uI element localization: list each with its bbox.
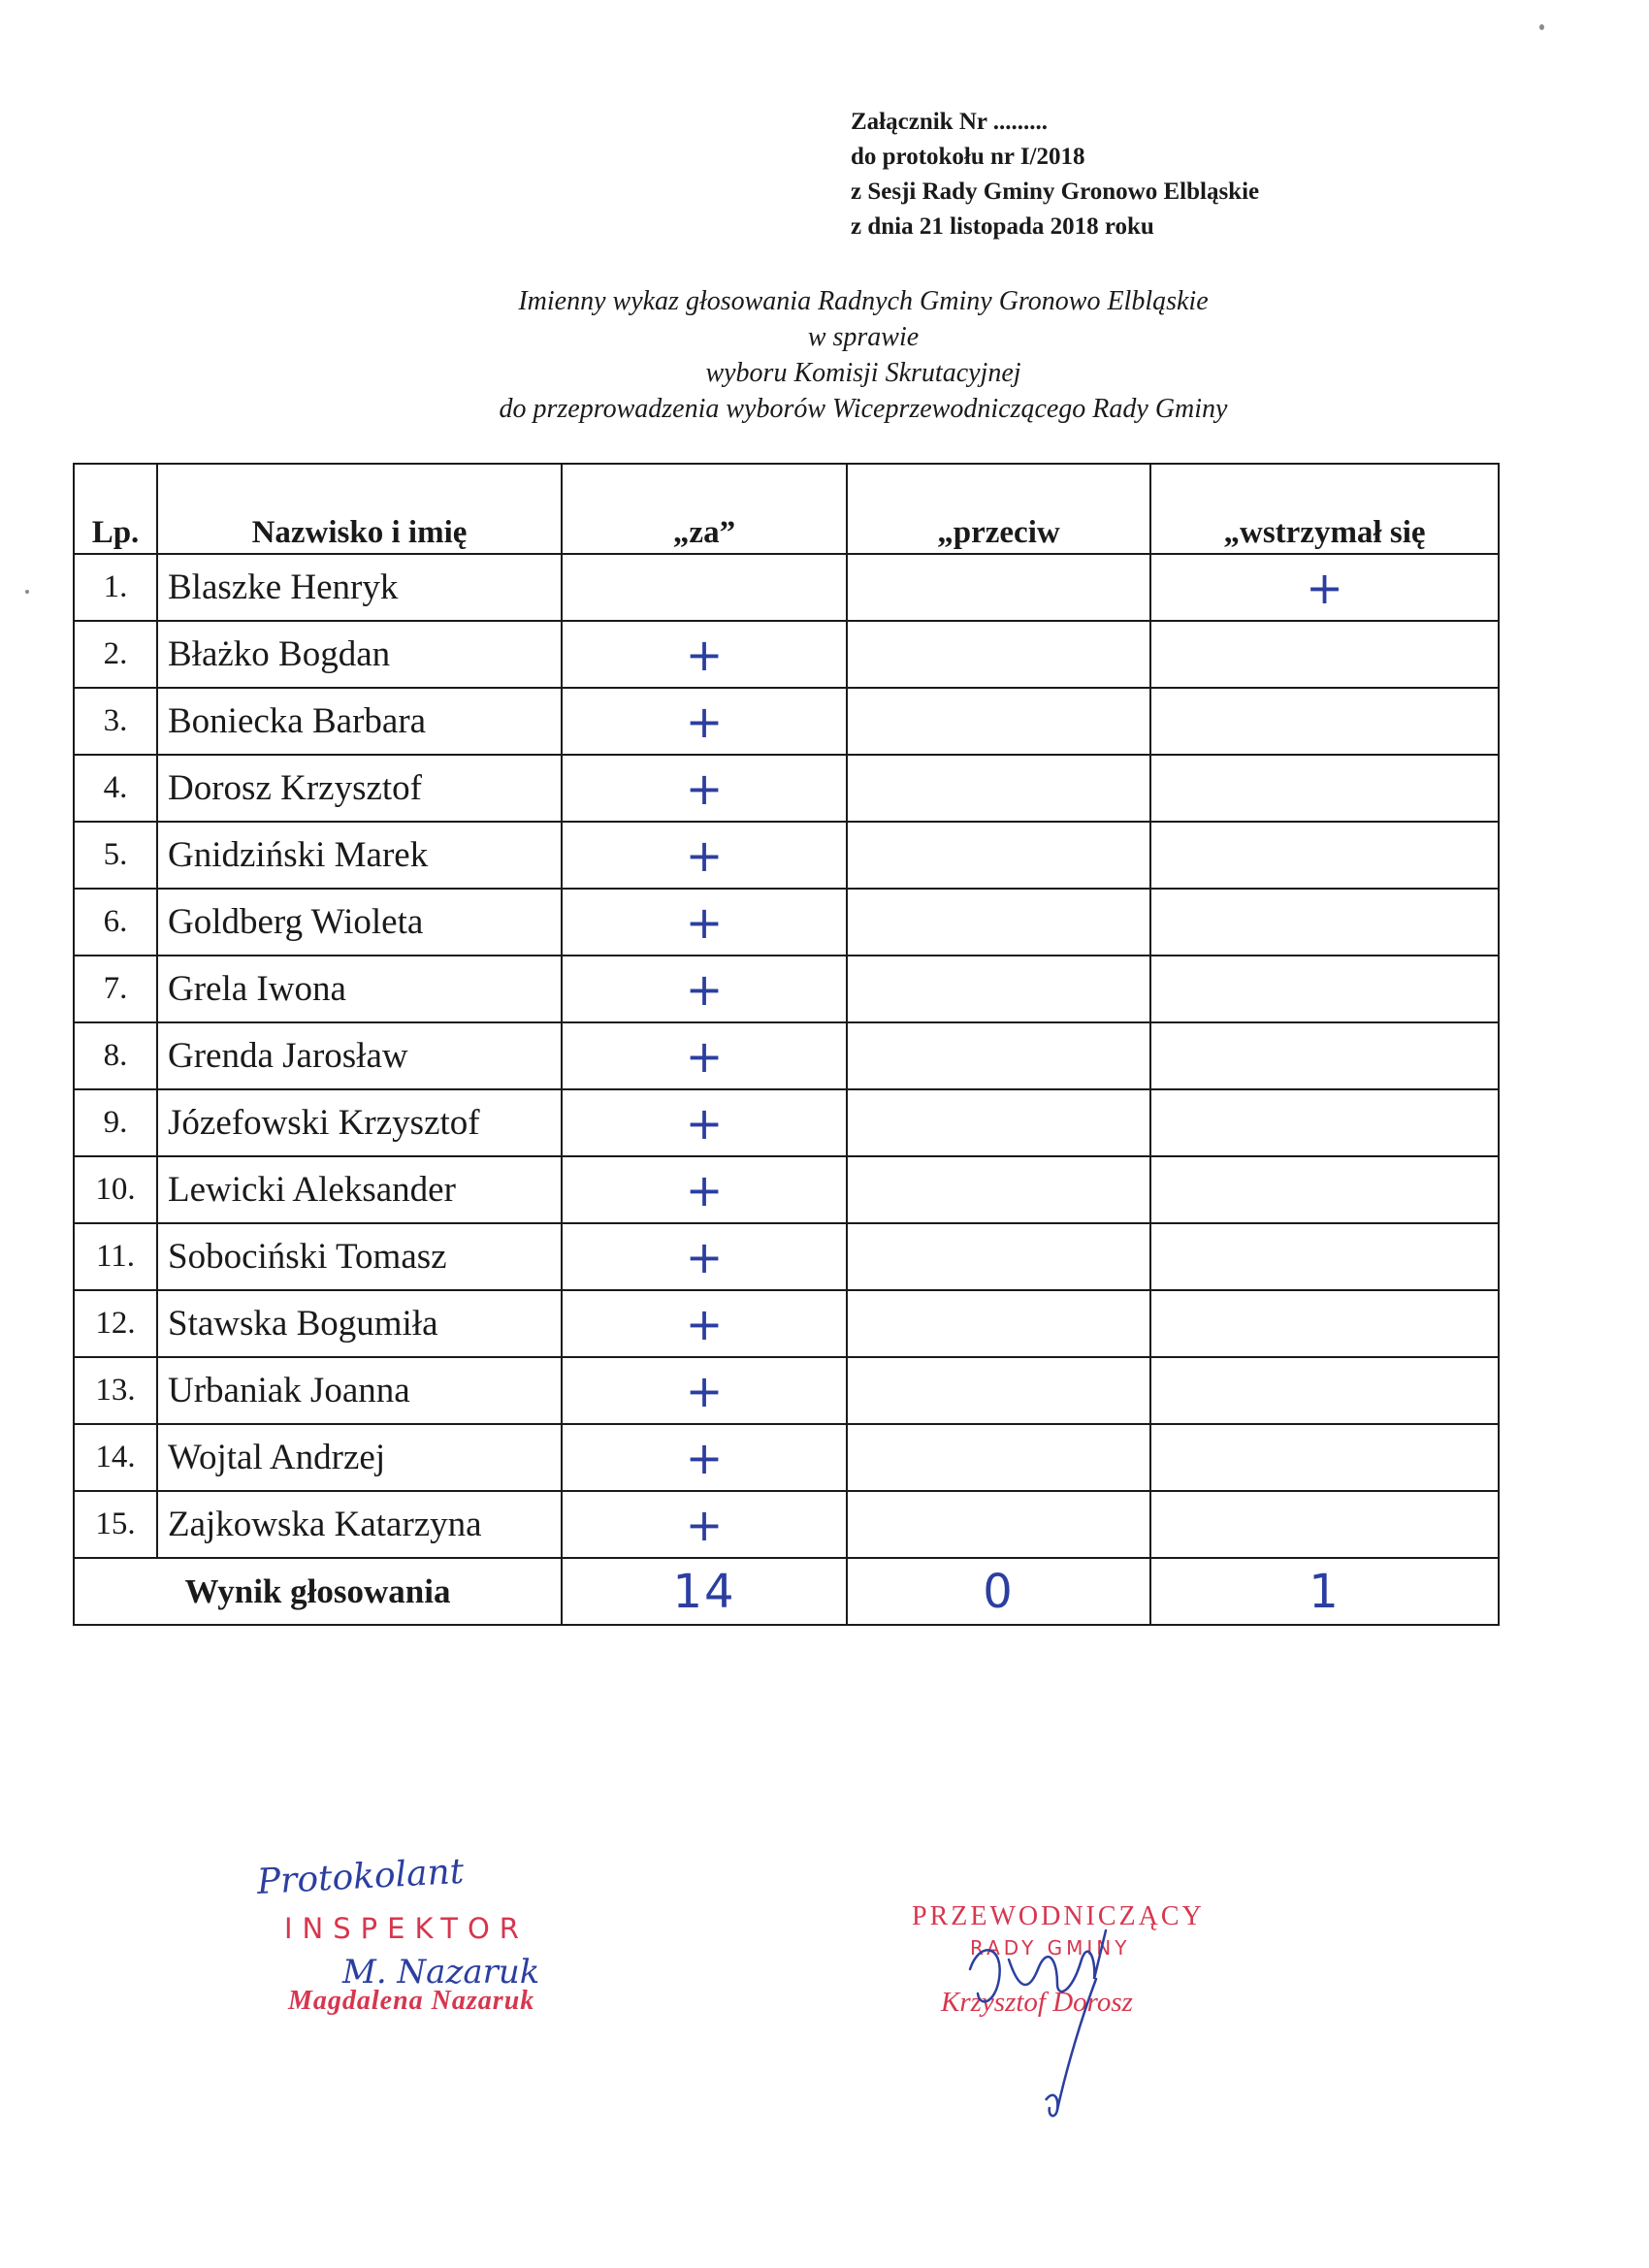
vote-przeciw — [847, 1089, 1150, 1156]
attachment-date: z dnia 21 listopada 2018 roku — [851, 213, 1154, 240]
header-name: Nazwisko i imię — [157, 464, 562, 554]
vote-wstrzymal — [1150, 1290, 1499, 1357]
vote-za: + — [562, 822, 847, 889]
heading-line-1: Imienny wykaz głosowania Radnych Gminy Gronowo Elbląskie — [518, 286, 1209, 316]
row-number: 6. — [74, 889, 157, 956]
vote-za: + — [562, 1491, 847, 1558]
vote-przeciw — [847, 688, 1150, 755]
attachment-session: z Sesji Rady Gminy Gronowo Elbląskie — [851, 178, 1260, 205]
recorder-signature-block — [255, 1851, 606, 2017]
table-row — [74, 621, 1499, 688]
scan-speck — [25, 590, 29, 594]
councillor-name: Stawska Bogumiła — [157, 1290, 562, 1357]
vote-za: + — [562, 956, 847, 1022]
row-number: 11. — [74, 1223, 157, 1290]
summary-row — [74, 1558, 1499, 1625]
table-row — [74, 1022, 1499, 1089]
table-row — [74, 1424, 1499, 1491]
row-number: 8. — [74, 1022, 157, 1089]
vote-przeciw — [847, 554, 1150, 621]
table-row — [74, 1223, 1499, 1290]
chair-signature-block — [912, 1901, 1222, 2134]
summary-label: Wynik głosowania — [74, 1558, 562, 1625]
councillor-name: Lewicki Aleksander — [157, 1156, 562, 1223]
vote-wstrzymal — [1150, 1223, 1499, 1290]
vote-wstrzymal — [1150, 755, 1499, 822]
row-number: 3. — [74, 688, 157, 755]
vote-wstrzymal: + — [1150, 554, 1499, 621]
councillor-name: Wojtal Andrzej — [157, 1424, 562, 1491]
vote-wstrzymal — [1150, 1424, 1499, 1491]
summary-przeciw: 0 — [847, 1558, 1150, 1625]
table-row — [74, 956, 1499, 1022]
attachment-note — [851, 105, 1259, 244]
header-lp: Lp. — [74, 464, 157, 554]
councillor-name: Gnidziński Marek — [157, 822, 562, 889]
vote-za: + — [562, 755, 847, 822]
chair-stamp-name: Krzysztof Dorosz — [941, 1987, 1133, 2018]
vote-za: + — [562, 1223, 847, 1290]
vote-przeciw — [847, 1223, 1150, 1290]
row-number: 4. — [74, 755, 157, 822]
table-row — [74, 822, 1499, 889]
row-number: 5. — [74, 822, 157, 889]
vote-za: + — [562, 688, 847, 755]
heading-line-4: do przeprowadzenia wyborów Wiceprzewodniczącego Rady Gminy — [499, 394, 1228, 424]
vote-wstrzymal — [1150, 1491, 1499, 1558]
vote-przeciw — [847, 755, 1150, 822]
chair-stamp-council: RADY GMINY — [970, 1936, 1131, 1960]
scan-speck — [1539, 24, 1544, 30]
table-row — [74, 1156, 1499, 1223]
recorder-stamp-title: INSPEKTOR — [284, 1912, 529, 1945]
vote-wstrzymal — [1150, 621, 1499, 688]
table-row — [74, 1290, 1499, 1357]
vote-przeciw — [847, 1424, 1150, 1491]
table-body — [74, 554, 1499, 1625]
vote-przeciw — [847, 1156, 1150, 1223]
councillor-name: Grenda Jarosław — [157, 1022, 562, 1089]
councillor-name: Boniecka Barbara — [157, 688, 562, 755]
councillor-name: Błażko Bogdan — [157, 621, 562, 688]
row-number: 13. — [74, 1357, 157, 1424]
vote-za: + — [562, 1290, 847, 1357]
table-row — [74, 554, 1499, 621]
vote-za: + — [562, 621, 847, 688]
vote-wstrzymal — [1150, 1089, 1499, 1156]
table-row — [74, 1089, 1499, 1156]
table-row — [74, 889, 1499, 956]
recorder-signature: M. Nazaruk — [342, 1953, 540, 1992]
vote-przeciw — [847, 956, 1150, 1022]
councillor-name: Zajkowska Katarzyna — [157, 1491, 562, 1558]
heading-line-3: wyboru Komisji Skrutacyjnej — [705, 358, 1021, 388]
table-row — [74, 1357, 1499, 1424]
row-number: 12. — [74, 1290, 157, 1357]
councillor-name: Urbaniak Joanna — [157, 1357, 562, 1424]
councillor-name: Dorosz Krzysztof — [157, 755, 562, 822]
councillor-name: Sobociński Tomasz — [157, 1223, 562, 1290]
header-za: „za” — [562, 464, 847, 554]
row-number: 2. — [74, 621, 157, 688]
vote-za: + — [562, 1357, 847, 1424]
vote-przeciw — [847, 1357, 1150, 1424]
vote-wstrzymal — [1150, 1022, 1499, 1089]
row-number: 1. — [74, 554, 157, 621]
vote-przeciw — [847, 1290, 1150, 1357]
vote-przeciw — [847, 889, 1150, 956]
vote-table — [73, 463, 1500, 1626]
row-number: 7. — [74, 956, 157, 1022]
vote-przeciw — [847, 1022, 1150, 1089]
vote-wstrzymal — [1150, 889, 1499, 956]
header-wstrzymal: „wstrzymał się — [1150, 464, 1499, 554]
vote-za — [562, 554, 847, 621]
heading-line-2: w sprawie — [807, 322, 920, 352]
vote-wstrzymal — [1150, 1156, 1499, 1223]
row-number: 10. — [74, 1156, 157, 1223]
councillor-name: Grela Iwona — [157, 956, 562, 1022]
row-number: 14. — [74, 1424, 157, 1491]
chair-signature-scribble — [912, 1901, 1222, 2134]
vote-wstrzymal — [1150, 688, 1499, 755]
vote-za: + — [562, 1156, 847, 1223]
vote-przeciw — [847, 1491, 1150, 1558]
attachment-protocol: do protokołu nr I/2018 — [851, 144, 1085, 170]
document-heading — [242, 283, 1484, 427]
vote-za: + — [562, 1424, 847, 1491]
recorder-role-handwritten: Protokolant — [255, 1851, 466, 1902]
attachment-number: Załącznik Nr ......... — [851, 109, 1049, 135]
table-row — [74, 755, 1499, 822]
vote-przeciw — [847, 621, 1150, 688]
table-row — [74, 688, 1499, 755]
councillor-name: Józefowski Krzysztof — [157, 1089, 562, 1156]
table-row — [74, 1491, 1499, 1558]
vote-wstrzymal — [1150, 956, 1499, 1022]
row-number: 15. — [74, 1491, 157, 1558]
vote-za: + — [562, 1089, 847, 1156]
vote-za: + — [562, 889, 847, 956]
header-przeciw: „przeciw — [847, 464, 1150, 554]
vote-przeciw — [847, 822, 1150, 889]
vote-wstrzymal — [1150, 822, 1499, 889]
councillor-name: Blaszke Henryk — [157, 554, 562, 621]
row-number: 9. — [74, 1089, 157, 1156]
summary-wstrzymal: 1 — [1150, 1558, 1499, 1625]
recorder-stamp-name: Magdalena Nazaruk — [288, 1986, 535, 2016]
vote-wstrzymal — [1150, 1357, 1499, 1424]
councillor-name: Goldberg Wioleta — [157, 889, 562, 956]
chair-stamp-title: PRZEWODNICZĄCY — [912, 1901, 1205, 1931]
table-header-row — [74, 464, 1499, 554]
summary-za: 14 — [562, 1558, 847, 1625]
vote-za: + — [562, 1022, 847, 1089]
